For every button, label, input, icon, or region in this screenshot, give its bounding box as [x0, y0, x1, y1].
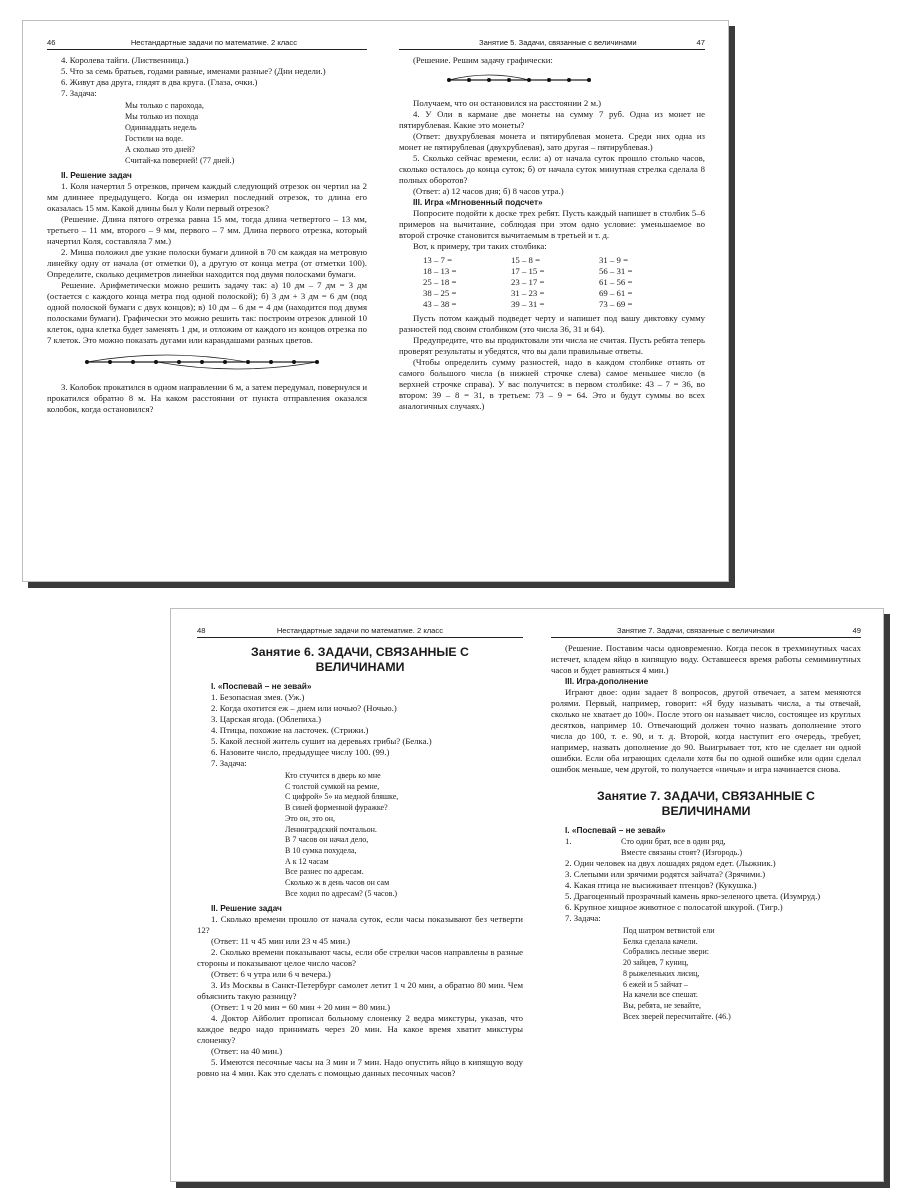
list-item: 2. Когда охотится еж – днем или ночью? (Ночью.)	[211, 703, 397, 713]
poem-line: Мы только с парохода,	[125, 101, 204, 110]
paragraph: (Ответ: двухрублевая монета и пятирублевая монета. Среди них одна из монет не пятирублевая (двухрублевая), зато другая – пятирублевая.)	[399, 131, 705, 152]
list-item: 6. Назовите число, предыдущее числу 100. (99.)	[211, 747, 390, 757]
list-item: 6. Живут два друга, глядят в два круга. (Глаза, очки.)	[61, 77, 258, 87]
subtraction-columns	[423, 255, 705, 310]
poem-line: А сколько это дней?	[125, 144, 195, 154]
book-spread-46-47	[22, 20, 729, 582]
list-item: 2. Один человек на двух лошадях рядом едет. (Лыжник.)	[565, 858, 776, 868]
poem-line: На качели все спешат.	[623, 990, 698, 1000]
header-title: Занятие 5. Задачи, связанные с величинами	[479, 38, 637, 47]
column-1	[423, 255, 511, 310]
section-heading: III. Игра «Мгновенный подсчет»	[413, 197, 543, 207]
example: 13 – 7 =	[423, 255, 452, 265]
example: 31 – 23 =	[511, 288, 545, 298]
example: 56 – 31 =	[599, 266, 633, 276]
section-heading: I. «Поспевай – не зевай»	[211, 681, 312, 691]
paragraph: (Чтобы определить сумму разностей, надо в каждом столбике отнять от самого большого числа (в нижней строчке слева) самое меньшее число (в верхней строчке справа). У вас получится: в первом столбике: 43 – 7 = 36, во втором: 39 – 8 = 31, в третьем: 73 – 9 = 64. Это и будут суммы во всех аналогичных случаях.)	[399, 357, 705, 411]
poem-line: Белка сделала качели.	[623, 936, 698, 946]
poem-line: С цифрой» 5» на медной бляшке,	[285, 792, 399, 802]
poem-line: Гостили на воде.	[125, 133, 183, 143]
poem-line: Всех зверей пересчитайте. (46.)	[623, 1011, 731, 1021]
poem	[623, 926, 861, 1022]
example: 38 – 25 =	[423, 288, 457, 298]
poem-line: Собрались лесные звери:	[623, 947, 709, 957]
paragraph: Решение. Арифметически можно решить задачу так: а) 10 дм – 7 дм = 3 дм (остается с каждого конца метра под одной полоской); б) 3 дм + 3 дм = 6 дм (под одной полоской бумаги с двух концов); в) 10 дм – 6 дм = 4 дм (находится под двумя полосками бумаги). Графически это можно решить так: построим отрезок длиной 10 клеток, одна клетка будет заменять 1 дм, и отложим от каждого из концов отрезка по 7 клеток. Это можно показать дугами или карандашами разных цветов.	[47, 280, 367, 346]
example: 23 – 17 =	[511, 277, 545, 287]
page-number: 49	[852, 626, 861, 635]
column-3	[599, 255, 687, 310]
paragraph: (Решение. Поставим часы одновременно. Когда песок в трехминутных часах истечет, кладем яйцо в кипящую воду. Оставшееся время работы семиминутных часов и будет равняться 4 мин.)	[551, 643, 861, 675]
poem-line: Под шатром ветвистой ели	[623, 926, 715, 935]
number-line-diagram	[399, 70, 699, 92]
example: 43 – 38 =	[423, 299, 457, 309]
lesson-title: Занятие 7. ЗАДАЧИ, СВЯЗАННЫЕ С ВЕЛИЧИНАМИ	[597, 789, 815, 818]
poem-line: В 7 часов он начал дело,	[285, 835, 369, 845]
poem-line: Вы, ребята, не зевайте,	[623, 1000, 702, 1010]
paragraph: 1. Коля начертил 5 отрезков, причем каждый следующий отрезок он чертил на 2 мм длиннее предыдущего. Когда он измерил последний отрезок, то длина его оказалась 15 мм. Какой длины был у Коли первый отрезок?	[47, 181, 367, 214]
paragraph: Пусть потом каждый подведет черту и напишет под вашу диктовку сумму разностей под своим столбиком (это числа 36, 31 и 64).	[399, 313, 705, 334]
section-heading: I. «Поспевай – не зевай»	[565, 825, 666, 835]
list-item: 4. Какая птица не высиживает птенцов? (Кукушка.)	[565, 880, 757, 890]
lesson-title: Занятие 6. ЗАДАЧИ, СВЯЗАННЫЕ С ВЕЛИЧИНАМИ	[251, 645, 469, 674]
poem-line: В 10 сумка похудела,	[285, 845, 357, 855]
poem-line: Считай-ка поверней! (77 дней.)	[125, 155, 235, 165]
example: 15 – 8 =	[511, 255, 540, 265]
list-item: 5. Драгоценный прозрачный камень ярко-зеленого цвета. (Изумруд.)	[565, 891, 821, 901]
paragraph: 3. Из Москвы в Санкт-Петербург самолет летит 1 ч 20 мин, а обратно 80 мин. Чем объяснить такую разницу?	[197, 980, 523, 1002]
poem-line: Это он, это он,	[285, 813, 336, 823]
list-item: 4. Птицы, похожие на ласточек. (Стрижи.)	[211, 725, 369, 735]
paragraph: Получаем, что он остановился на расстоянии 2 м.)	[413, 98, 602, 108]
paragraph: 5. Сколько сейчас времени, если: а) от начала суток прошло столько часов, сколько осталось до конца суток; б) от начала суток минутная стрелка сделала 8 полных оборотов?	[399, 153, 705, 185]
paragraph: 3. Колобок прокатился в одном направлении 6 м, а затем передумал, повернулся и прокатился обратно 8 м. На каком расстоянии от пункта отправления оказался колобок, когда остановился?	[47, 382, 367, 415]
poem-line: Все разнес по адресам.	[285, 867, 364, 877]
paragraph: (Ответ: а) 12 часов дня; б) 8 часов утра.)	[413, 186, 564, 196]
page-49	[551, 609, 861, 1181]
list-item: 6. Крупное хищное животное с полосатой шкурой. (Тигр.)	[565, 902, 783, 912]
paragraph: 2. Миша положил две узкие полоски бумаги длиной в 70 см каждая на метровую линейку одну от начала (от отметки 0), а другую от конца метра (от отметки 100). Определите, сколько дециметров линейки находится под двумя полосками бумаги.	[47, 247, 367, 280]
paragraph: (Решение. Длина пятого отрезка равна 15 мм, тогда длина четвертого – 13 мм, третьего – 11 мм, второго – 9 мм, первого – 7 мм. Длина первого отрезка, который начертил Коля, составляла 7 мм.)	[47, 214, 367, 247]
example: 69 – 61 =	[599, 288, 633, 298]
segment-diagram	[47, 350, 367, 376]
list-item: 5. Какой лесной житель сушит на деревьях грибы? (Белка.)	[211, 736, 432, 746]
page-body	[551, 643, 861, 1022]
riddle-item-1	[565, 836, 861, 858]
example: 39 – 31 =	[511, 299, 545, 309]
list-item: 4. Королева тайги. (Лиственница.)	[61, 55, 189, 65]
list-item: 7. Задача:	[565, 913, 601, 923]
poem-line: Все ходил по адресам? (5 часов.)	[285, 888, 398, 898]
riddle-line: Сто один брат, все в один ряд,	[621, 837, 726, 846]
column-2	[511, 255, 599, 310]
paragraph: Предупредите, что вы продиктовали эти числа не считая. Пусть ребята теперь проверят результаты и убедятся, что вы дали правильные ответы.	[399, 335, 705, 356]
example: 25 – 18 =	[423, 277, 457, 287]
page-46	[47, 21, 367, 581]
poem-line: Ленинградский почтальон.	[285, 824, 377, 834]
running-header	[399, 37, 705, 50]
example: 17 – 15 =	[511, 266, 545, 276]
poem-line: Одиннадцать недель	[125, 122, 197, 132]
page-47	[399, 21, 705, 581]
page-number: 47	[696, 38, 705, 47]
paragraph: (Решение. Решим задачу графически:	[413, 55, 553, 65]
poem-line: 8 рыжеленьких лисиц,	[623, 968, 700, 978]
poem	[285, 771, 523, 899]
poem	[125, 101, 367, 166]
list-item: 7. Задача:	[211, 758, 247, 768]
example: 73 – 69 =	[599, 299, 633, 309]
paragraph: Вот, к примеру, три таких столбика:	[413, 241, 547, 251]
page-body	[399, 55, 705, 412]
poem-line: В синей форменной фуражке?	[285, 803, 388, 813]
paragraph: (Ответ: 1 ч 20 мин = 60 мин + 20 мин = 80 мин.)	[211, 1002, 391, 1013]
paragraph: Играют двое: один задает 8 вопросов, другой отвечает, а затем меняются ролями. Первый, например, говорит: «Я буду называть числа, а ты отвечай, сколько не хватает до 100». После этого он называет число, состоящее из круглых десятков, например 10. Отвечающий должен точно назвать дополнение этого числа до 100, т. е. 90, и т. д. Второй, когда наступит его очередь, требует, например, назвать дополнение до 90. Выигрывает тот, кто не сделает ни одной ошибки. Если оба играющих сделали хотя бы по одной ошибке или один сделал ошибок меньше, чем другой, то получается «ничья» и игра начинается снова.	[551, 687, 861, 774]
example: 31 – 9 =	[599, 255, 628, 265]
paragraph: 4. У Оли в кармане две монеты на сумму 7 руб. Одна из монет не пятирублевая. Какие это монеты?	[399, 109, 705, 130]
running-header	[551, 625, 861, 638]
paragraph: (Ответ: 6 ч утра или 6 ч вечера.)	[211, 969, 331, 980]
paragraph: 2. Сколько времени показывают часы, если обе стрелки часов направлены в разные стороны и показывают целое число часов?	[197, 947, 523, 969]
page-number: 46	[47, 38, 56, 47]
paragraph: 5. Имеются песочные часы на 3 мин и 7 мин. Надо опустить яйцо в кипящую воду ровно на 4 мин. Как это сделать с помощью данных песочных часов?	[197, 1057, 523, 1079]
poem-line: 6 ежей и 5 зайчат –	[623, 979, 688, 989]
poem-line: С толстой сумкой на ремне,	[285, 781, 380, 791]
page-number: 48	[197, 626, 206, 635]
poem-line: 20 зайцев, 7 куниц,	[623, 958, 689, 968]
header-title: Нестандартные задачи по математике. 2 класс	[276, 626, 443, 635]
poem-line: Мы только из похода	[125, 111, 199, 121]
list-item: 3. Царская ягода. (Облепиха.)	[211, 714, 321, 724]
page-body	[197, 643, 523, 1079]
running-header	[197, 625, 523, 638]
poem-line: Сколько ж в день часов он сам	[285, 878, 390, 888]
section-heading: II. Решение задач	[211, 903, 282, 914]
list-item: 5. Что за семь братьев, годами равные, именами разные? (Дни недели.)	[61, 66, 326, 76]
book-spread-48-49	[170, 608, 884, 1182]
list-item: 3. Слепыми или зрячими родятся зайчата? (Зрячими.)	[565, 869, 766, 879]
page-48	[197, 609, 523, 1181]
paragraph: 4. Доктор Айболит прописал больному слоненку 2 ведра микстуры, указав, что каждое ведро надо принимать через 20 мин. На какое время хватит микстуры слоненку?	[197, 1013, 523, 1046]
riddle-lines	[621, 836, 742, 858]
running-header	[47, 37, 367, 50]
example: 61 – 56 =	[599, 277, 633, 287]
section-heading: II. Решение задач	[61, 170, 132, 181]
paragraph: (Ответ: на 40 мин.)	[211, 1046, 283, 1057]
section-heading: III. Игра-дополнение	[565, 676, 649, 686]
riddle-line: Вместе связаны стоят? (Изгородь.)	[621, 848, 743, 857]
poem-line: А к 12 часам	[285, 856, 329, 866]
example: 18 – 13 =	[423, 266, 457, 276]
list-item: 1. Безопасная змея. (Уж.)	[211, 692, 305, 702]
header-title: Нестандартные задачи по математике. 2 класс	[130, 38, 297, 47]
paragraph: (Ответ: 11 ч 45 мин или 23 ч 45 мин.)	[211, 936, 351, 947]
paragraph: 1. Сколько времени прошло от начала суток, если часы показывают без четверти 12?	[197, 914, 523, 936]
list-item: 7. Задача:	[61, 88, 97, 98]
item-number: 1.	[565, 836, 572, 846]
page-body	[47, 55, 367, 415]
poem-line: Кто стучится в дверь ко мне	[285, 771, 381, 780]
header-title: Занятие 7. Задачи, связанные с величинами	[617, 626, 775, 635]
paragraph: Попросите подойти к доске трех ребят. Пусть каждый напишет в столбик 5–6 примеров на вычитание, соблюдая при этом одно условие: уменьшаемое во второй строчке становится вычитаемым в третьей и т. д.	[399, 208, 705, 240]
